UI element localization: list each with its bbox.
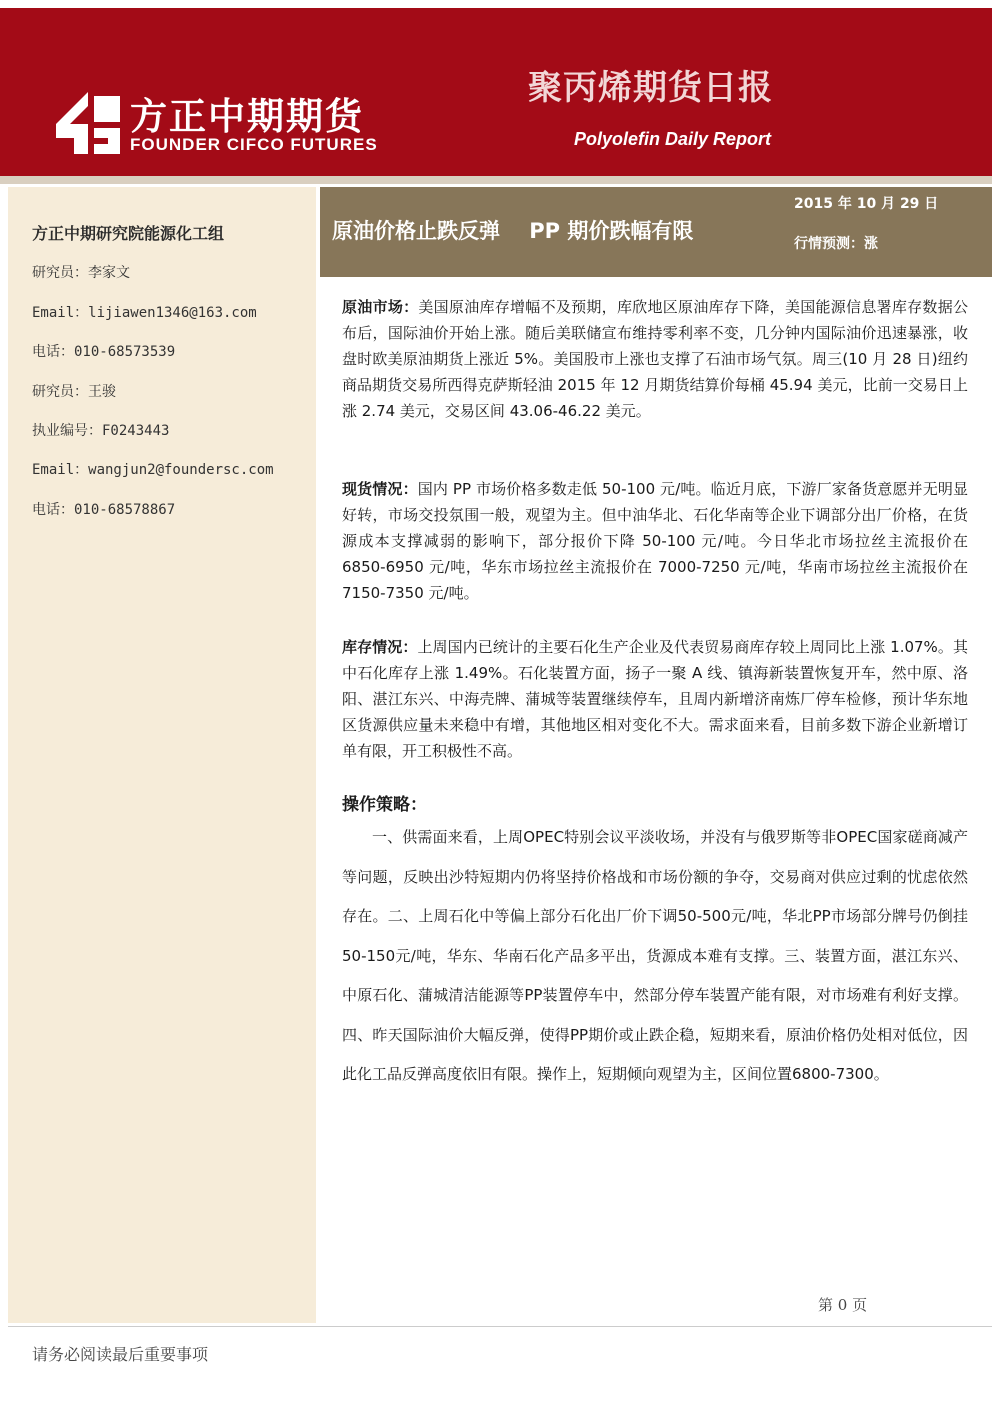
- headline: 原油价格止跌反弹 PP 期价跌幅有限: [332, 219, 694, 243]
- analyst-1-name: 研究员：李家文: [32, 265, 130, 281]
- analyst-1-phone: 电话：010-68573539: [32, 344, 176, 360]
- disclaimer-notice[interactable]: 请务必阅读最后重要事项: [32, 1345, 209, 1364]
- brand-name-cn: 方正中期期货: [130, 95, 364, 138]
- section-label: 现货情况：: [342, 480, 418, 498]
- header-divider: [0, 176, 992, 184]
- strategy-body: 一、供需面来看，上周OPEC特别会议平淡收场，并没有与俄罗斯等非OPEC国家磋商减产等问题，反映出沙特短期内仍将坚持价格战和市场份额的争夺，交易商对供应过剩的忧虑依然存在。二、上周石化中等偏上部分石化出厂价下调50-500元/吨，华北PP市场部分牌号仍倒挂50-150元/吨，华东、华南石化产品多平出，货源成本难有支撑。三、装置方面，湛江东兴、中原石化、蒲城清洁能源等PP装置停车中，然部分停车装置产能有限，对市场难有利好支撑。四、昨天国际油价大幅反弹，使得PP期价或止跌企稳，短期来看，原油价格仍处相对低位，因此化工品反弹高度依旧有限。操作上，短期倾向观望为主，区间位置6800-7300。: [342, 828, 968, 1083]
- market-forecast: 行情预测：涨: [794, 236, 878, 252]
- research-group-title: 方正中期研究院能源化工组: [32, 224, 225, 243]
- section-text: 美国原油库存增幅不及预期，库欣地区原油库存下降，美国能源信息署库存数据公布后，国际油价开始上涨。随后美联储宣布维持零利率不变，几分钟内国际油价迅速暴涨，收盘时欧美原油期货上涨近 5%。美国股市上涨也支撑了石油市场气氛。周三(10 月 28 日)纽约商品期货交易所西得克萨斯轻油 2015 年 12 月期货结算价每桶 45.94 美元，比前一交易日上涨 2.74 美元，交易区间 43.06-46.22 美元。: [342, 298, 968, 420]
- section-label: 库存情况：: [342, 638, 418, 656]
- section-label: 原油市场：: [342, 298, 419, 316]
- analyst-sidebar: [8, 187, 316, 1323]
- founder-logo-icon: [52, 88, 124, 158]
- analyst-2-phone: 电话：010-68578867: [32, 502, 176, 518]
- brand-name-en: FOUNDER CIFCO FUTURES: [130, 135, 378, 154]
- section-inventory: [342, 634, 968, 764]
- section-text: 国内 PP 市场价格多数走低 50-100 元/吨。临近月底，下游厂家备货意愿并无明显好转，市场交投氛围一般，观望为主。但中油华北、石化华南等企业下调部分出厂价格，在货源成本支撑减弱的影响下，部分报价下降 50-100 元/吨。今日华北市场拉丝主流报价在 6850-6950 元/吨，华东市场拉丝主流报价在 7000-7250 元/吨，华南市场拉丝主流报价在 7150-7350 元/吨。: [342, 480, 968, 602]
- section-crude-oil: [342, 294, 968, 424]
- strategy-heading: 操作策略：: [342, 795, 427, 815]
- section-spot: [342, 476, 968, 606]
- footer-divider: [8, 1326, 992, 1327]
- section-text: 上周国内已统计的主要石化生产企业及代表贸易商库存较上周同比上涨 1.07%。其中石化库存上涨 1.49%。石化装置方面，扬子一聚 A 线、镇海新装置恢复开车，然中原、洛阳、湛江东兴、中海壳牌、蒲城等装置继续停车，且周内新增济南炼厂停车检修，预计华东地区货源供应量未来稳中有增，其他地区相对变化不大。需求面来看，目前多数下游企业新增订单有限，开工积极性不高。: [342, 638, 968, 760]
- report-header: [0, 8, 992, 176]
- report-title-cn: 聚丙烯期货日报: [528, 68, 773, 108]
- headline-banner: [320, 187, 992, 277]
- analyst-2-license: 执业编号：F0243443: [32, 423, 170, 439]
- analyst-2-email: Email：wangjun2@foundersc.com: [32, 462, 274, 478]
- report-title-en: Polyolefin Daily Report: [574, 129, 772, 149]
- report-date: 2015 年 10 月 29 日: [794, 196, 939, 212]
- page-number: 第 0 页: [818, 1296, 868, 1314]
- analyst-2-name: 研究员：王骏: [32, 384, 116, 400]
- analyst-1-email: Email：lijiawen1346@163.com: [32, 305, 257, 321]
